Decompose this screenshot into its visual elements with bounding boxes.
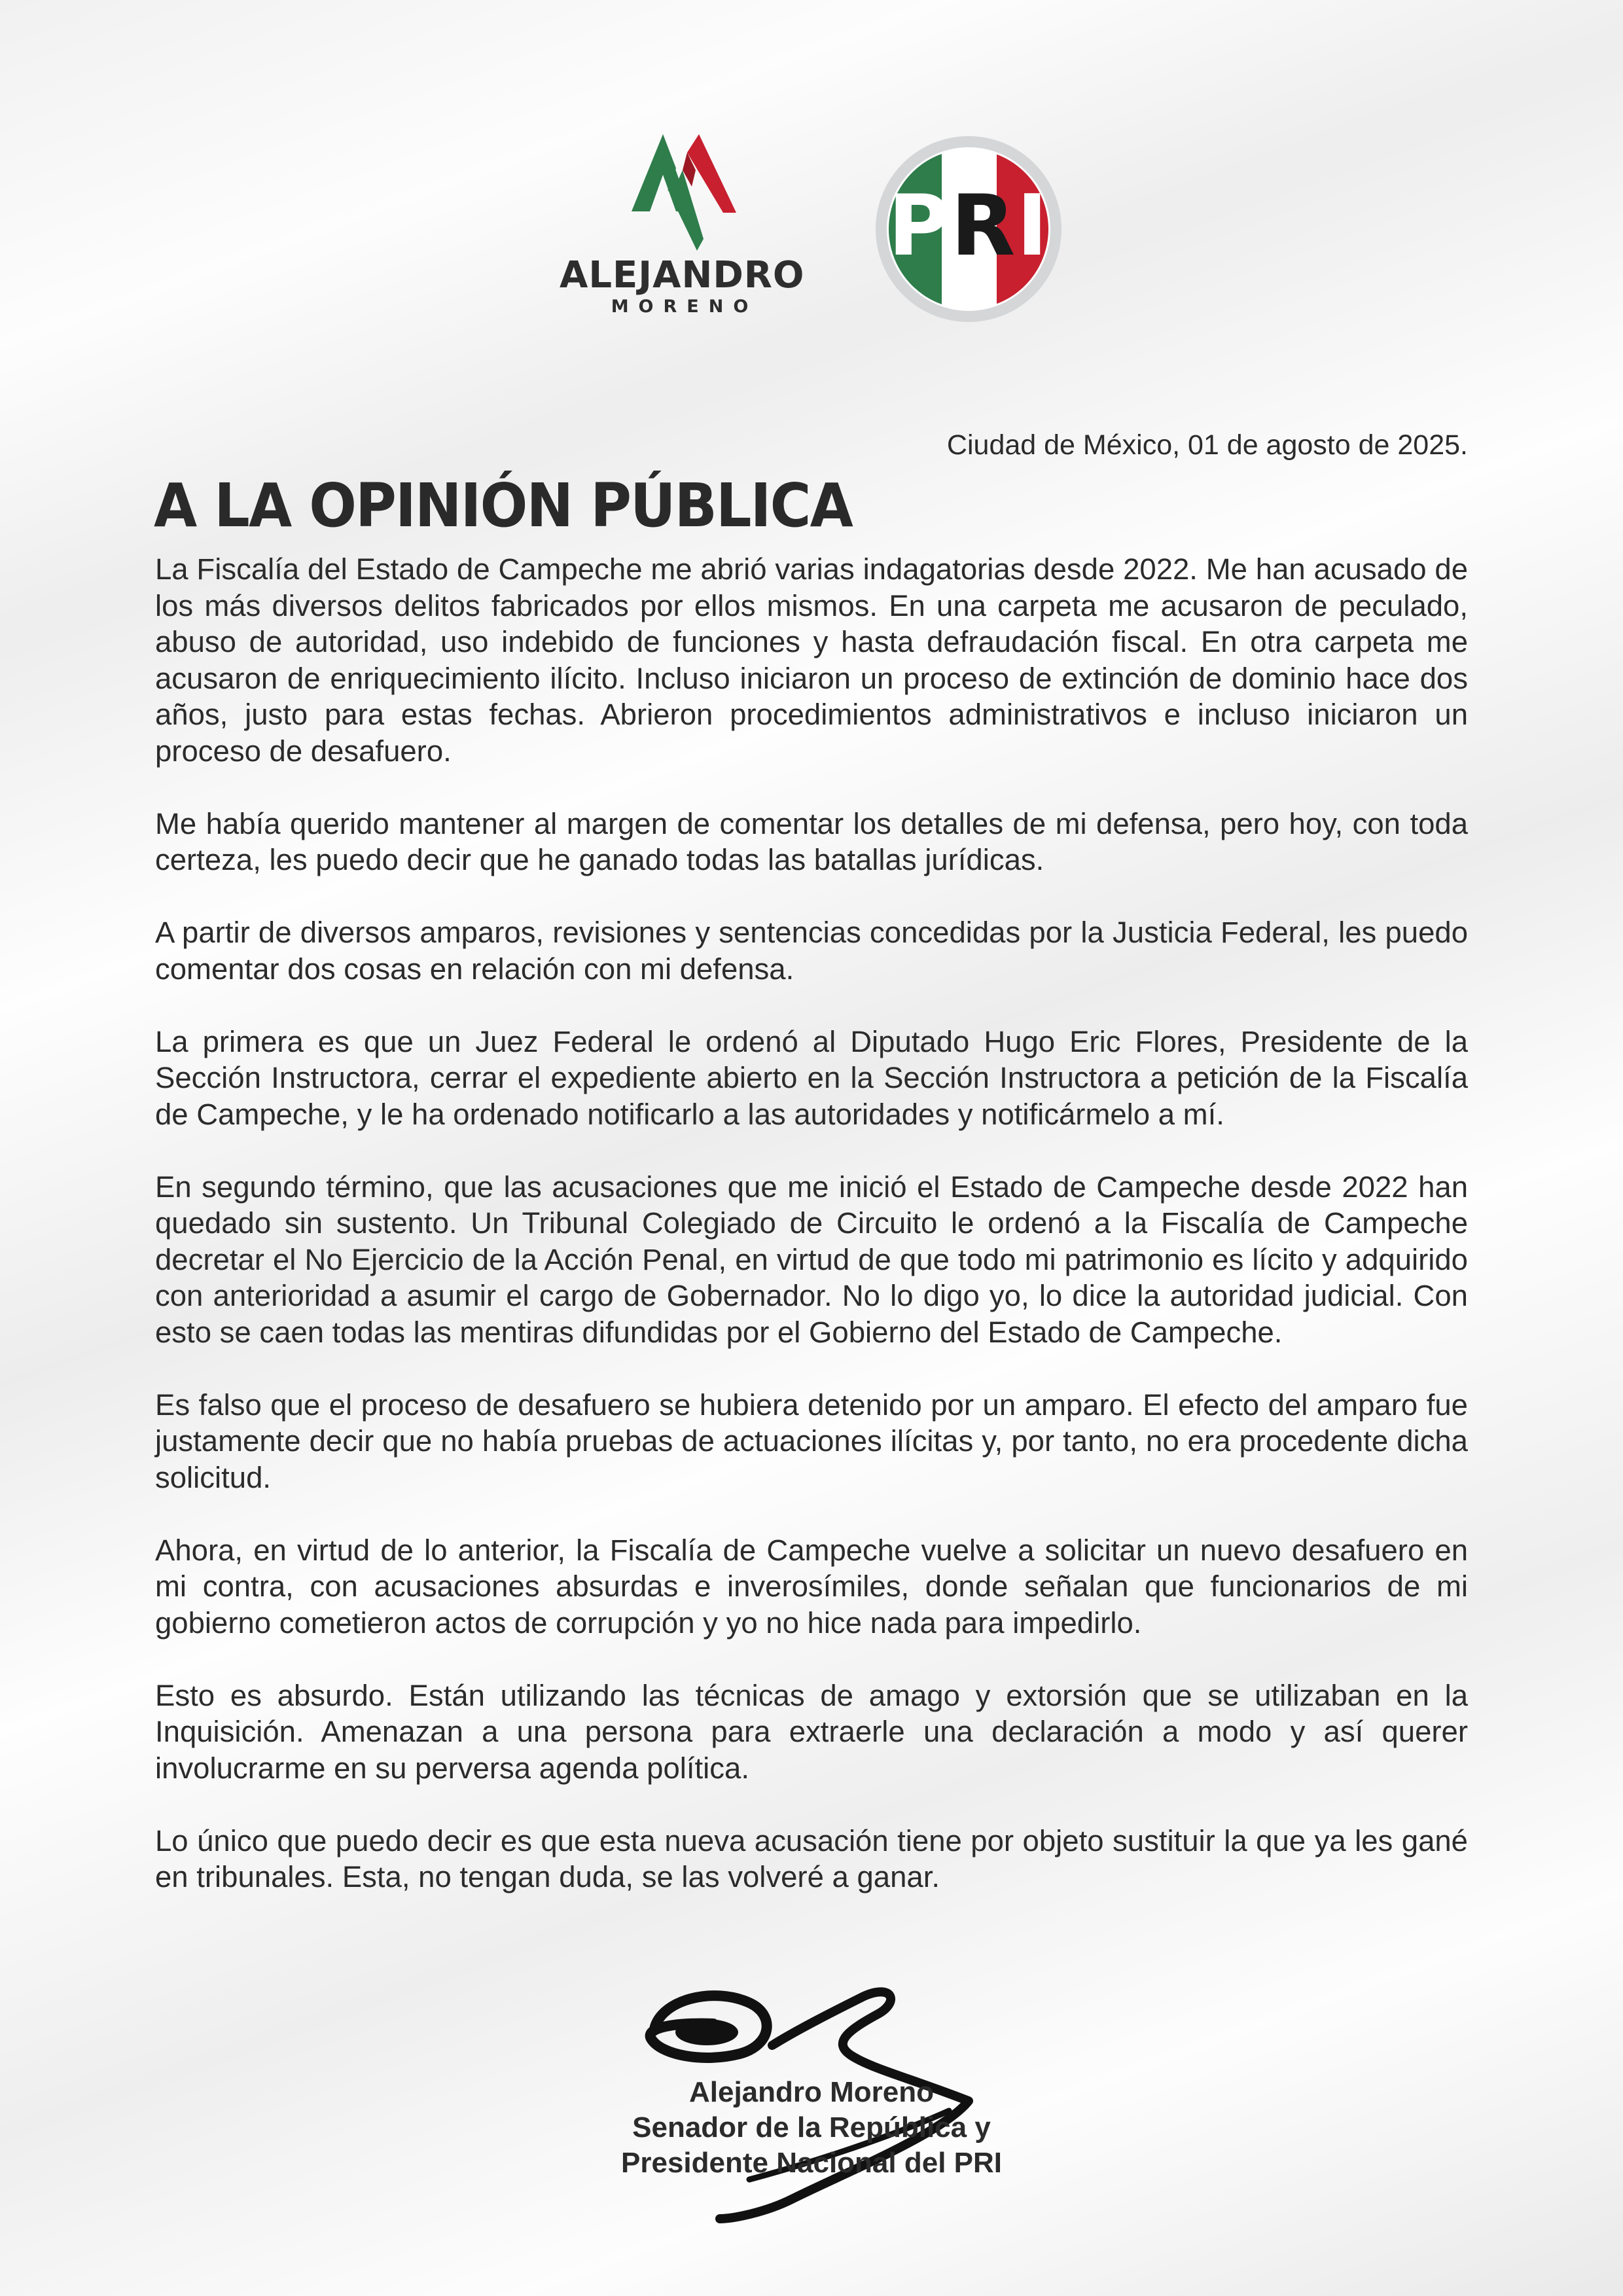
signer-name: Alejandro Moreno: [688, 2076, 935, 2108]
letter-title: A LA OPINIÓN PÚBLICA: [154, 471, 852, 541]
pri-party-logo: [874, 134, 1063, 324]
signer-title-line-1: Senador de la República y: [632, 2111, 991, 2144]
paragraph-9: Lo único que puedo decir es que esta nueva acusación tiene por objeto sustituir la que ya les gané en tribunales. Esta, no tengan duda, se las volveré a ganar.: [155, 1823, 1468, 1893]
signature-text: [0, 2075, 1623, 2181]
logo-name: ALEJANDRO: [560, 254, 805, 296]
paragraph-5: En segundo término, que las acusaciones que me inició el Estado de Campeche desde 2022 han quedado sin sustento. Un Tribunal Colegiado de Circuito le ordenó a la Fiscalía de Campeche decretar el No Ejercicio de la Acción Penal, en virtud de que todo mi patrimonio es lícito y adquirido con anterioridad a asumir el cargo de Gobernador. No lo digo yo, lo dice la autoridad judicial. Con esto se caen todas las mentiras difundidas por el Gobierno del Estado de Campeche.: [155, 1170, 1468, 1349]
paragraph-3: A partir de diversos amparos, revisiones y sentencias concedidas por la Justicia Federal, les puedo comentar dos cosas en relación con mi defensa.: [155, 916, 1468, 986]
letter-date: Ciudad de México, 01 de agosto de 2025.: [946, 429, 1468, 461]
paragraph-7: Ahora, en virtud de lo anterior, la Fiscalía de Campeche vuelve a solicitar un nuevo desafuero en mi contra, con acusaciones absurdas e inverosímiles, donde señalan que funcionarios de mi gobierno cometieron actos de corrupción y yo no hice nada para impedirlo.: [155, 1533, 1468, 1640]
signature-block: [0, 1983, 1623, 2258]
paragraph-1: La Fiscalía del Estado de Campeche me abrió varias indagatorias desde 2022. Me han acusado de los más diversos delitos fabricados por ellos mismos. En una carpeta me acusaron de peculado, abuso de autoridad, uso indebido de funciones y hasta defraudación fiscal. En otra carpeta me acusaron de enriquecimiento ilícito. Incluso iniciaron un proceso de extinción de dominio hace dos años, justo para estas fechas. Abrieron procedimientos administrativos e incluso iniciaron un proceso de desafuero.: [155, 552, 1468, 768]
paragraph-4: La primera es que un Juez Federal le ordenó al Diputado Hugo Eric Flores, Presidente de la Sección Instructora, cerrar el expediente abierto en la Sección Instructora a petición de la Fiscalía de Campeche, y le ha ordenado notificarlo a las autoridades y notificármelo a mí.: [155, 1024, 1468, 1131]
header-logos: [0, 134, 1623, 331]
am-monogram-icon: [625, 134, 736, 252]
letter-body: [155, 551, 1468, 1931]
paragraph-6: Es falso que el proceso de desafuero se hubiera detenido por un amparo. El efecto del amparo fue justamente decir que no había pruebas de actuaciones ilícitas y, por tanto, no era procedente dicha solicitud.: [155, 1388, 1468, 1494]
paragraph-8: Esto es absurdo. Están utilizando las técnicas de amago y extorsión que se utilizaban en la Inquisición. Amenazan a una persona para extraerle una declaración a modo y así querer involucrarme en su perversa agenda política.: [155, 1678, 1468, 1785]
paragraph-2: Me había querido mantener al margen de comentar los detalles de mi defensa, pero hoy, con toda certeza, les puedo decir que he ganado todas las batallas jurídicas.: [155, 806, 1468, 876]
pri-logo-text: PRI: [888, 177, 1049, 275]
logo-surname: MORENO: [611, 296, 758, 317]
signer-title-line-2: Presidente Nacional del PRI: [621, 2147, 1002, 2179]
alejandro-moreno-logo: [560, 134, 805, 324]
